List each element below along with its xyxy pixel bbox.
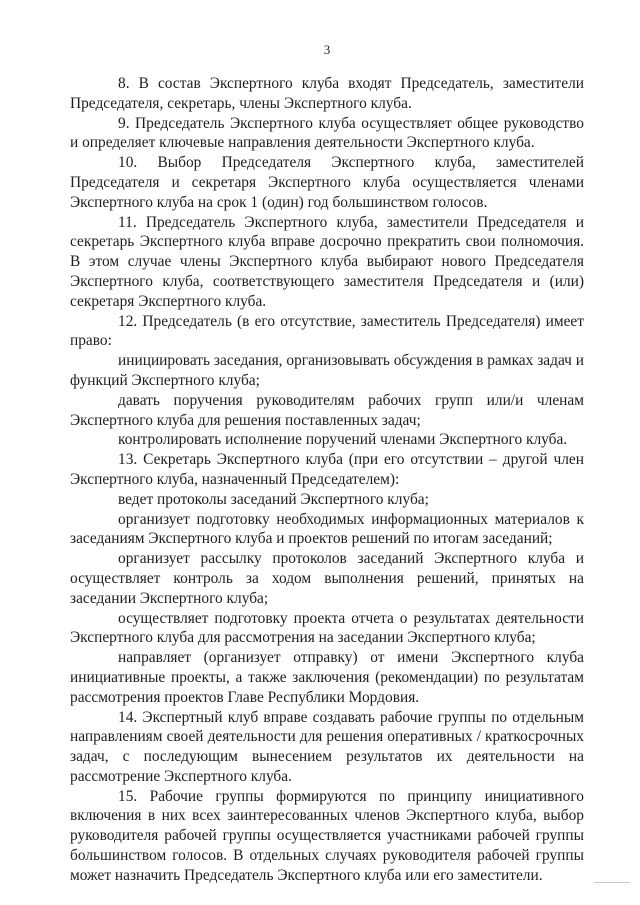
clause-12-b-paragraph: давать поручения руководителям рабочих групп или/и членам Экспертного клуба для решения поставленных задач; [70,391,584,429]
clause-9-paragraph: 9. Председатель Экспертного клуба осуществляет общее руководство и определяет ключевые направления деятельности Экспертного клуба. [70,114,584,152]
clause-13-a-paragraph: ведет протоколы заседаний Экспертного клуба; [118,490,429,508]
clause-14-paragraph: 14. Экспертный клуб вправе создавать рабочие группы по отдельным направлениям своей деятельности для решения оперативных / краткосрочных задач, с последующим вынесением результатов их деятельности на рассмотрение Экспертного клуба. [70,708,584,785]
clause-13-b-paragraph: организует подготовку необходимых информационных материалов к заседаниям Экспертного клуба и проектов решений по итогам заседаний; [70,510,584,548]
clause-13-paragraph: 13. Секретарь Экспертного клуба (при его отсутствии – другой член Экспертного клуба, назначенный Председателем): [70,451,584,488]
clause-15-paragraph: 15. Рабочие группы формируются по принципу инициативного включения в них всех заинтересованных членов Экспертного клуба, выбор руководителя рабочей группы осуществляется участниками рабочей группы большинством голосов. В отдельных случаях руководителя рабочей группы может назначить Председатель Экспертного клуба или его заместители. [70,787,584,884]
page-number: 3 [323,42,331,57]
clause-12-a-paragraph: инициировать заседания, организовывать обсуждения в рамках задач и функций Экспертного клуба; [70,352,584,389]
clause-12-c-paragraph: контролировать исполнение поручений членами Экспертного клуба. [118,431,568,449]
clause-10-paragraph: 10. Выбор Председателя Экспертного клуба, заместителей Председателя и секретаря Экспертного клуба осуществляется членами Экспертного клуба на срок 1 (один) год большинством голосов. [70,154,584,211]
document-body [70,74,584,886]
clause-13-d-paragraph: осуществляет подготовку проекта отчета о результатах деятельности Экспертного клуба для рассмотрения на заседании Экспертного клуба; [70,609,584,647]
clause-8-paragraph: 8. В состав Экспертного клуба входят Председатель, заместители Председателя, секретарь, члены Экспертного клуба. [70,75,584,112]
clause-13-e-paragraph: направляет (организует отправку) от имени Экспертного клуба инициативные проекты, а также заключения (рекомендации) по результатам рассмотрения проектов Главе Республики Мордовия. [70,649,584,706]
clause-12-paragraph: 12. Председатель (в его отсутствие, заместитель Председателя) имеет право: [70,312,584,350]
clause-11-paragraph: 11. Председатель Экспертного клуба, заместители Председателя и секретарь Экспертного клуба вправе досрочно прекратить свои полномочия. В этом случае члены Экспертного клуба выбирают нового Председателя Экспертного клуба, соответствующего заместителя Председателя и (или) секретаря Экспертного клуба. [70,213,584,310]
clause-13-c-paragraph: организует рассылку протоколов заседаний Экспертного клуба и осуществляет контроль за ходом выполнения решений, принятых на заседании Экспертного клуба; [70,550,584,607]
scan-artifact-line [594,882,630,883]
